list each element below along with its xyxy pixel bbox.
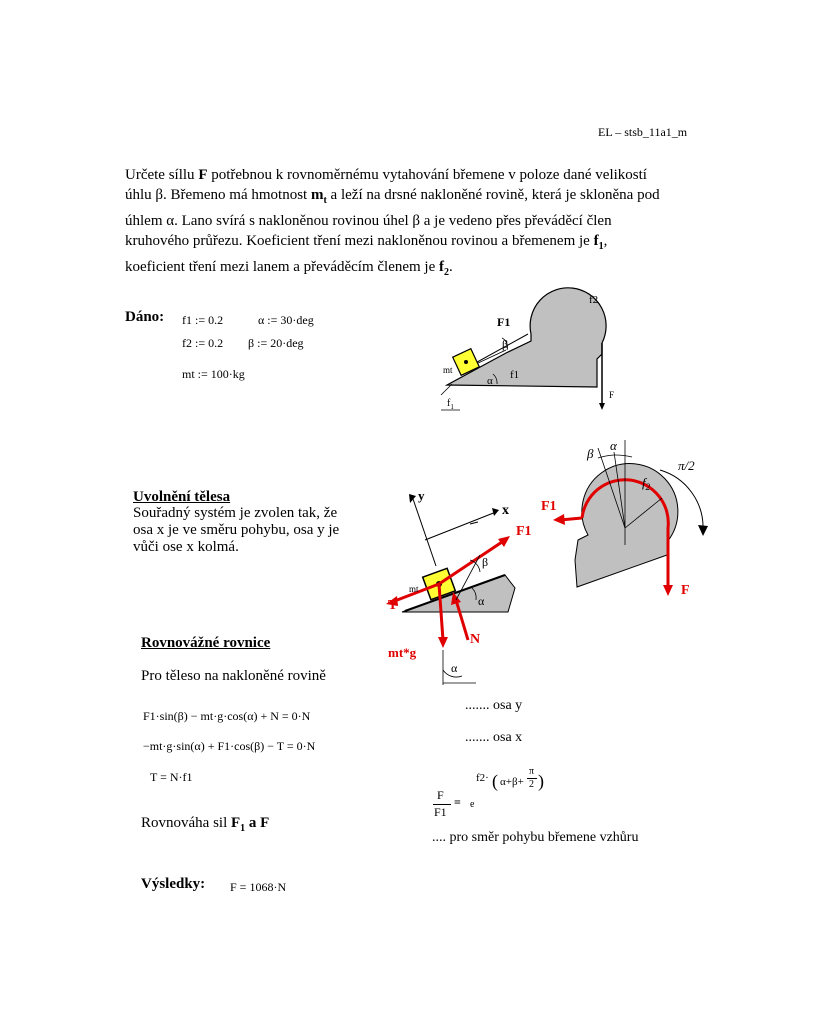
problem-line-2: úhlu β. Břemeno má hmotnost $m_t$ a leží na drsné nakloněné rovině, která je skloněna pod <box>125 187 660 206</box>
fig2-beta: β <box>482 555 489 569</box>
results-label: Výsledky: <box>141 876 206 892</box>
equals-sign: = <box>454 795 461 809</box>
fig3-f2: $f_2$ <box>642 475 651 492</box>
fig2-alpha: α <box>478 594 485 608</box>
fig3-pi2: π/2 <box>678 458 695 473</box>
fig1-mt: mt <box>443 365 453 375</box>
problem-line-5: koeficient tření mezi lanem a převáděcím členem je $f_2$. <box>125 259 453 278</box>
results-value: F = 1068·N <box>230 880 287 894</box>
given-label: Dáno: <box>125 309 165 325</box>
fig2-x: x <box>502 503 509 518</box>
exponent-open-paren: ( <box>492 771 498 791</box>
balance-title: Rovnováha sil $F_1$ a F <box>141 815 270 834</box>
given-f1: f1 := 0.2 <box>182 313 224 327</box>
direction-note: .... pro směr pohybu břemene vzhůru <box>432 830 639 845</box>
problem-line-1: Určete síllu F potřebnou k rovnoměrnému vytahování břemene v poloze dané velikostí <box>125 167 647 183</box>
fig2-F1: F1 <box>516 524 532 539</box>
exponent-close-paren: ) <box>538 771 544 791</box>
problem-line-3: úhlem α. Lano svírá s nakloněnou rovinou úhel β a je vedeno přes převáděcí člen <box>125 213 612 229</box>
given-mt: mt := 100·kg <box>182 367 245 381</box>
fig3-alpha: α <box>610 438 617 453</box>
equation-1: F1·sin(β) − mt·g·cos(α) + N = 0·N <box>143 709 311 723</box>
fig3-F: F <box>681 583 690 598</box>
ratio-denominator: F1 <box>434 805 447 819</box>
exp-base: e <box>470 799 475 810</box>
fig1-f2: f2 <box>589 294 599 306</box>
exponent-pi: π <box>529 766 535 777</box>
exponent-prefix: f2· <box>476 772 489 784</box>
problem-line-4: kruhového průřezu. Koeficient tření mezi nakloněnou rovinou a břemenem je $f_1$, <box>125 233 608 252</box>
fig1-alpha: α <box>487 375 493 387</box>
exponent-body: α+β+ <box>500 776 524 788</box>
ratio-numerator: F <box>437 788 444 802</box>
fig2-T: T <box>388 598 398 613</box>
release-text <box>133 505 339 556</box>
given-f2: f2 := 0.2 <box>182 336 224 350</box>
fig1-beta: β <box>502 337 509 351</box>
fig2-mtg: mt*g <box>388 645 417 660</box>
fig2-mt: mt <box>409 584 419 594</box>
header-code: EL – stsb_11a1_m <box>598 125 688 139</box>
pulley-diagram <box>541 435 725 605</box>
equilibrium-title: Rovnovážné rovnice <box>141 635 271 651</box>
release-line-1: Souřadný systém je zvolen tak, že <box>133 505 338 521</box>
release-line-3: vůči ose x kolmá. <box>133 539 239 555</box>
equation-1-note: ....... osa y <box>465 698 523 713</box>
release-line-2: osa x je ve směru pohybu, osa y je <box>133 522 340 538</box>
fig1-f1-bottom: $f_1$ <box>447 398 454 411</box>
free-body-diagram <box>380 485 550 690</box>
equation-3: T = N·f1 <box>150 770 193 784</box>
release-title: Uvolnění tělesa <box>133 489 231 505</box>
fig2-N: N <box>470 632 481 647</box>
exponent-two: 2 <box>529 779 534 790</box>
equation-2-note: ....... osa x <box>465 730 523 745</box>
equation-2: −mt·g·sin(α) + F1·cos(β) − T = 0·N <box>143 739 316 753</box>
fig2-alpha-bottom: α <box>451 661 458 675</box>
fig1-F: F <box>609 390 615 400</box>
given-beta: β := 20·deg <box>248 336 304 350</box>
fig3-beta: β <box>587 446 594 461</box>
problem-statement <box>125 165 725 283</box>
equilibrium-subtitle: Pro těleso na nakloněné rovině <box>141 668 326 684</box>
euler-formula <box>430 765 560 825</box>
fig1-f1: f1 <box>510 369 520 381</box>
fig1-F1: F1 <box>497 315 511 329</box>
setup-diagram <box>430 290 620 420</box>
given-alpha: α := 30·deg <box>258 313 314 327</box>
fig3-F1: F1 <box>541 499 557 514</box>
fig2-y: y <box>418 488 425 503</box>
